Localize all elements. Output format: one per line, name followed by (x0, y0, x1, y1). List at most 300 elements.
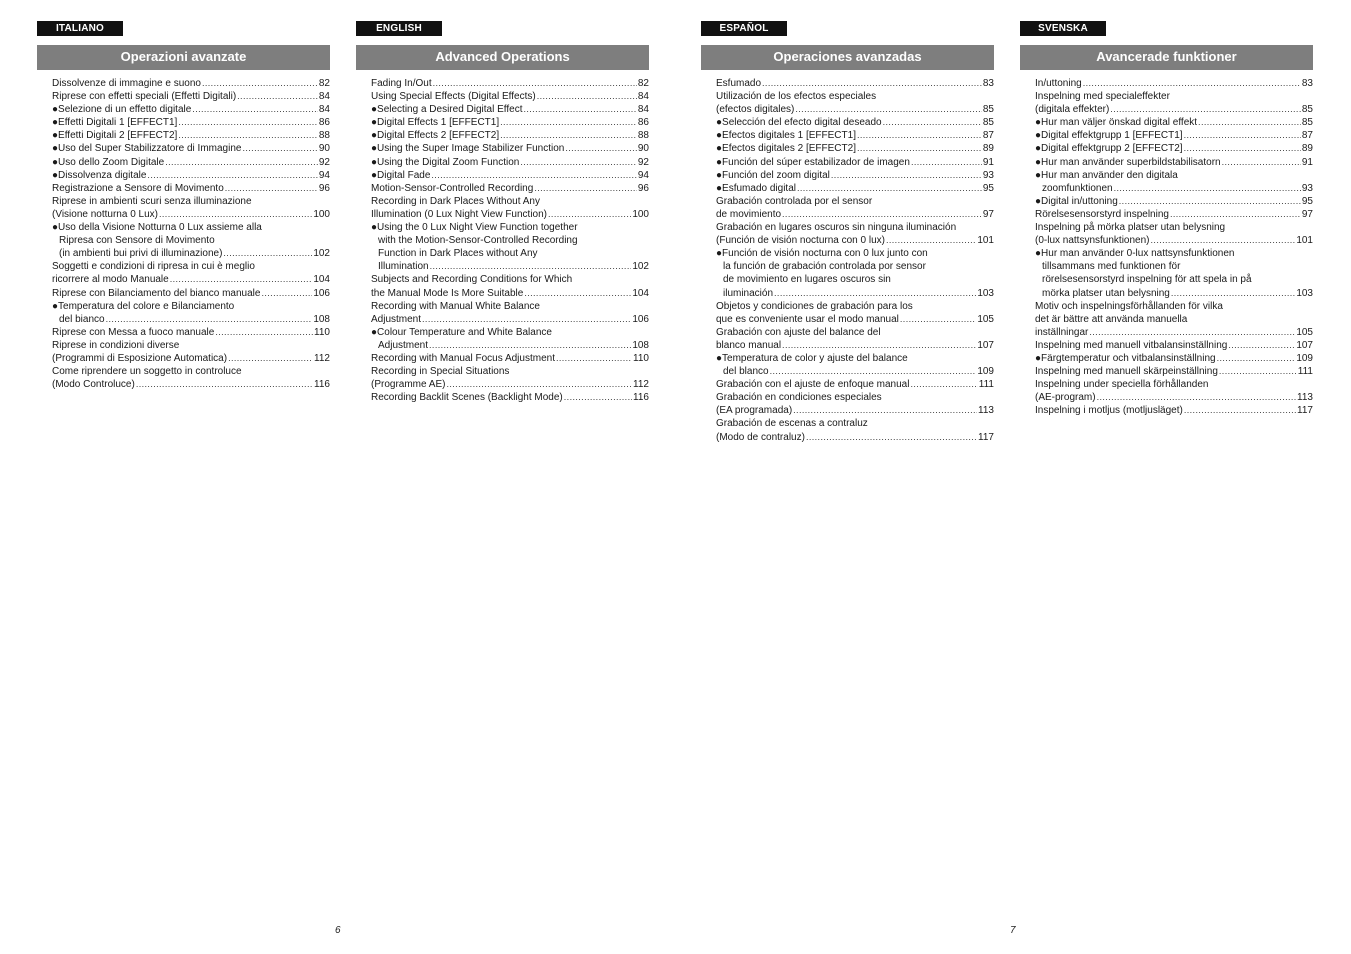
toc-entry (1035, 77, 1313, 90)
toc-entry-text: Grabación de escenas a contraluz (716, 418, 868, 430)
toc-page-number: 108 (632, 339, 649, 351)
toc-entry (52, 182, 330, 195)
section-title: Operaciones avanzadas (701, 45, 994, 70)
toc-entry (1035, 300, 1313, 339)
toc-entry (52, 142, 330, 155)
toc-entry (52, 339, 330, 365)
toc-entry-text: blanco manual (716, 339, 782, 351)
dot-leader (261, 287, 312, 300)
toc-entry-text: Motion-Sensor-Controlled Recording (371, 182, 534, 194)
toc-entry (52, 103, 330, 116)
toc-entry-text: ●Using the Super Image Stabilizer Function (371, 143, 565, 155)
toc-entry (371, 169, 649, 182)
language-tag: ITALIANO (37, 21, 123, 36)
toc-entry-text: ●Using the Digital Zoom Function (371, 156, 520, 168)
toc-entry-text: Come riprendere un soggetto in controluce (52, 366, 242, 378)
dot-leader (1170, 208, 1301, 221)
toc-entry-text: In/uttoning (1035, 78, 1082, 89)
toc-page-number: 111 (1297, 366, 1313, 378)
toc-entry-text: Utilización de los efectos especiales (716, 91, 877, 103)
toc-entry-text: ●Digital effektgrupp 1 [EFFECT1] (1035, 130, 1183, 142)
toc-entry (716, 391, 994, 417)
toc-entry (371, 391, 649, 404)
toc-entry-text: del bianco (59, 313, 105, 325)
toc-page-number: 97 (1301, 208, 1313, 220)
toc-page-number: 90 (318, 143, 330, 155)
dot-leader (500, 116, 637, 129)
toc-page-number: 85 (1301, 104, 1313, 116)
column-espanol (701, 18, 994, 444)
toc-page-number: 113 (978, 405, 994, 417)
dot-leader (1119, 195, 1301, 208)
toc-page-number: 85 (1301, 117, 1313, 129)
toc-entry-text: Illumination (378, 261, 429, 273)
toc-page-number: 104 (313, 274, 330, 286)
dot-leader (433, 77, 637, 90)
toc-entry (1035, 352, 1313, 365)
toc-entry-text: (AE-program) (1035, 392, 1096, 404)
toc-page-number: 97 (982, 208, 994, 220)
toc-entry (52, 116, 330, 129)
toc-entry-text: Grabación en condiciones especiales (716, 392, 882, 404)
toc-page-number: 102 (313, 248, 330, 260)
page-number-right: 7 (1010, 925, 1016, 936)
toc-entry-text: ●Selección del efecto digital deseado (716, 117, 882, 129)
dot-leader (165, 156, 318, 169)
toc-entry (1035, 90, 1313, 116)
dot-leader (223, 247, 312, 260)
toc-page-number: 113 (1297, 392, 1313, 404)
toc-entry-text: ●Temperatura de color y ajuste del balance (716, 352, 908, 364)
toc-page-number: 85 (982, 104, 994, 116)
toc-entry (1035, 156, 1313, 169)
dot-leader (1184, 142, 1301, 155)
toc-entry (716, 116, 994, 129)
toc-entry (716, 77, 994, 90)
toc-entry (371, 221, 649, 273)
toc-entry-text: rörelsesensorstyrd inspelning för att spela in på (1042, 274, 1252, 286)
toc-entry-text: Riprese con Messa a fuoco manuale (52, 326, 215, 338)
toc-entry-text: ●Digital Effects 1 [EFFECT1] (371, 117, 500, 129)
dot-leader (793, 404, 977, 417)
toc-page-number: 88 (318, 130, 330, 142)
dot-leader (857, 142, 982, 155)
toc-entry-text: ●Colour Temperature and White Balance (371, 326, 552, 338)
language-tag: ESPAÑOL (701, 21, 787, 36)
toc-entry-text: Inspelning med manuell vitbalansinställning (1035, 339, 1228, 351)
toc-entry (716, 221, 994, 247)
toc-entry (371, 90, 649, 103)
toc-page-number: 111 (978, 379, 994, 391)
dot-leader (831, 169, 982, 182)
toc-entry-text: the Manual Mode Is More Suitable (371, 287, 524, 299)
toc-entry (716, 378, 994, 391)
toc-entry (716, 182, 994, 195)
toc-entry (52, 287, 330, 300)
toc-entry (52, 169, 330, 182)
dot-leader (1114, 182, 1301, 195)
toc-page-number: 109 (1296, 352, 1313, 364)
toc-entry-text: Grabación con ajuste del balance del (716, 326, 881, 338)
toc-entry (52, 326, 330, 339)
toc-entry-text: iluminación (723, 287, 774, 299)
toc-entry-text: Grabación en lugares oscuros sin ninguna iluminación (716, 222, 957, 234)
dot-leader (911, 156, 982, 169)
toc-page-number: 94 (637, 169, 649, 181)
dot-leader (1184, 129, 1301, 142)
dot-leader (806, 431, 977, 444)
toc-entry (371, 129, 649, 142)
toc-entry (371, 77, 649, 90)
dot-leader (429, 339, 631, 352)
toc-page-number: 105 (1296, 326, 1313, 338)
dot-leader (1228, 339, 1295, 352)
toc-entry (52, 90, 330, 103)
toc-page-number: 100 (313, 208, 330, 220)
toc-page-number: 84 (318, 104, 330, 116)
toc-entry (371, 365, 649, 391)
dot-leader (770, 365, 977, 378)
toc-entry-text: Esfumado (716, 78, 762, 89)
toc-entry-text: Adjustment (371, 313, 422, 325)
toc-page-number: 87 (1301, 130, 1313, 142)
toc-page-number: 117 (1297, 405, 1313, 417)
page-number-left: 6 (335, 925, 341, 936)
toc-entry-text: Inspelning med specialeffekter (1035, 91, 1170, 103)
toc-page-number: 83 (982, 78, 994, 89)
toc-entry (371, 273, 649, 299)
toc-entry-text: inställningar (1035, 326, 1089, 338)
toc-entry-text: de movimiento en lugares oscuros sin (723, 274, 891, 286)
toc-entry-text: ●Esfumado digital (716, 182, 796, 194)
toc-list (356, 77, 649, 404)
toc-entry (371, 103, 649, 116)
toc-page-number: 110 (633, 352, 649, 364)
toc-entry-text: Recording with Manual Focus Adjustment (371, 352, 555, 364)
toc-entry-text: ●Effetti Digitali 1 [EFFECT1] (52, 117, 178, 129)
dot-leader (1184, 404, 1296, 417)
toc-entry-text: Fading In/Out (371, 78, 432, 89)
toc-page-number: 93 (982, 169, 994, 181)
toc-page-number: 116 (314, 379, 330, 391)
dot-leader (1110, 103, 1301, 116)
dot-leader (797, 182, 982, 195)
toc-page-number: 112 (314, 352, 330, 364)
dot-leader (1217, 352, 1296, 365)
toc-page-number: 88 (637, 130, 649, 142)
toc-entry-text: Inspelning i motljus (motljusläget) (1035, 405, 1183, 417)
toc-entry-text: ●Digital Fade (371, 169, 431, 181)
toc-entry (716, 352, 994, 378)
dot-leader (886, 234, 976, 247)
toc-entry-text: ●Effetti Digitali 2 [EFFECT2] (52, 130, 178, 142)
toc-entry (716, 417, 994, 443)
dot-leader (910, 378, 977, 391)
dot-leader (136, 378, 313, 391)
toc-entry (52, 77, 330, 90)
section-title: Operazioni avanzate (37, 45, 330, 70)
toc-entry (716, 300, 994, 326)
toc-entry (371, 142, 649, 155)
dot-leader (147, 169, 317, 182)
toc-entry (371, 116, 649, 129)
dot-leader (564, 391, 632, 404)
dot-leader (228, 352, 313, 365)
toc-page-number: 96 (318, 182, 330, 194)
toc-entry-text: ●Digital effektgrupp 2 [EFFECT2] (1035, 143, 1183, 155)
dot-leader (883, 116, 982, 129)
toc-page-number: 84 (637, 91, 649, 103)
toc-page-number: 105 (977, 313, 994, 325)
toc-page-number: 86 (637, 117, 649, 129)
toc-entry-text: Inspelning med manuell skärpeinställning (1035, 366, 1218, 378)
dot-leader (762, 77, 982, 90)
toc-page-number: 116 (633, 392, 649, 404)
toc-entry (1035, 195, 1313, 208)
toc-entry-text: del blanco (723, 366, 769, 378)
toc-entry-text: que es conveniente usar el modo manual (716, 313, 899, 325)
toc-entry-text: Illumination (0 Lux Night View Function) (371, 208, 548, 220)
toc-entry-text: Recording Backlit Scenes (Backlight Mode) (371, 392, 563, 404)
dot-leader (1198, 116, 1301, 129)
toc-page-number: 95 (982, 182, 994, 194)
toc-entry-text: Registrazione a Sensore di Movimento (52, 182, 224, 194)
toc-entry-text: ●Selecting a Desired Digital Effect (371, 104, 523, 116)
toc-entry-text: ●Selezione di un effetto digitale (52, 104, 192, 116)
dot-leader (774, 287, 976, 300)
toc-entry-text: ●Uso dello Zoom Digitale (52, 156, 165, 168)
section-title: Advanced Operations (356, 45, 649, 70)
dot-leader (178, 116, 318, 129)
toc-entry (1035, 142, 1313, 155)
toc-entry-text: ●Uso del Super Stabilizzatore di Immagine (52, 143, 242, 155)
toc-entry-text: ●Temperatura del colore e Bilanciamento (52, 300, 235, 312)
toc-page-number: 87 (982, 130, 994, 142)
toc-entry-text: Adjustment (378, 339, 429, 351)
toc-entry-text: Soggetti e condizioni di ripresa in cui è meglio (52, 261, 255, 273)
toc-entry-text: (Modo de contraluz) (716, 431, 805, 443)
toc-page-number: 84 (318, 91, 330, 103)
toc-entry-text: Inspelning under speciella förhållanden (1035, 379, 1209, 391)
toc-entry-text: (efectos digitales) (716, 104, 795, 116)
toc-page-number: 112 (633, 379, 649, 391)
toc-entry-text: Recording in Special Situations (371, 366, 510, 378)
toc-entry-text: Inspelning på mörka platser utan belysning (1035, 222, 1226, 234)
toc-entry (716, 90, 994, 116)
toc-entry (1035, 169, 1313, 195)
toc-page-number: 109 (977, 366, 994, 378)
dot-leader (1151, 234, 1296, 247)
toc-list (1020, 77, 1313, 417)
toc-entry (716, 195, 994, 221)
dot-leader (192, 103, 318, 116)
toc-entry-text: Dissolvenze di immagine e suono (52, 78, 201, 89)
dot-leader (548, 208, 631, 221)
toc-entry-text: ●Uso della Visione Notturna 0 Lux assieme alla (52, 222, 262, 234)
toc-page-number: 107 (1296, 339, 1313, 351)
toc-page-number: 103 (977, 287, 994, 299)
toc-page-number: 104 (632, 287, 649, 299)
dot-leader (237, 90, 318, 103)
toc-entry-text: Subjects and Recording Conditions for Which (371, 274, 573, 286)
toc-entry (716, 156, 994, 169)
language-tag: SVENSKA (1020, 21, 1106, 36)
toc-entry-text: Rörelsesensorstyrd inspelning (1035, 208, 1169, 220)
toc-entry-text: ●Using the 0 Lux Night View Function together (371, 222, 578, 234)
toc-page-number: 101 (977, 235, 994, 247)
dot-leader (857, 129, 982, 142)
dot-leader (170, 273, 313, 286)
toc-entry-text: Grabación con el ajuste de enfoque manual (716, 379, 910, 391)
toc-entry-text: ●Función del súper estabilizador de imagen (716, 156, 910, 168)
toc-page-number: 94 (318, 169, 330, 181)
toc-page-number: 92 (318, 156, 330, 168)
section-title: Avancerade funktioner (1020, 45, 1313, 70)
toc-entry-text: Recording with Manual White Balance (371, 300, 540, 312)
toc-entry-text: Motiv och inspelningsförhållanden för vilka (1035, 300, 1223, 312)
toc-page-number: 101 (1296, 235, 1313, 247)
dot-leader (1097, 391, 1296, 404)
toc-entry-text: Function in Dark Places without Any (378, 248, 538, 260)
toc-entry-text: Using Special Effects (Digital Effects) (371, 91, 536, 103)
toc-entry-text: ●Efectos digitales 1 [EFFECT1] (716, 130, 856, 142)
toc-page-number: 85 (982, 117, 994, 129)
dot-leader (1171, 287, 1295, 300)
toc-entry (716, 142, 994, 155)
toc-entry-text: Recording in Dark Places Without Any (371, 195, 540, 207)
dot-leader (159, 208, 312, 221)
dot-leader (534, 182, 637, 195)
toc-entry-text: Grabación controlada por el sensor (716, 195, 873, 207)
toc-page-number: 110 (314, 326, 330, 338)
toc-entry-text: ●Hur man använder 0-lux nattsynsfunktionen (1035, 248, 1235, 260)
toc-page-number: 89 (982, 143, 994, 155)
toc-entry-text: ●Hur man använder superbildstabilisatorn (1035, 156, 1221, 168)
toc-entry-text: (Programme AE) (371, 379, 446, 391)
toc-page-number: 96 (637, 182, 649, 194)
toc-entry (52, 221, 330, 260)
toc-entry-text: zoomfunktionen (1042, 182, 1113, 194)
toc-entry (716, 247, 994, 299)
dot-leader (565, 142, 637, 155)
dot-leader (1222, 156, 1301, 169)
dot-leader (556, 352, 632, 365)
column-italiano (37, 18, 330, 391)
toc-entry-text: ricorrere al modo Manuale (52, 274, 169, 286)
dot-leader (431, 169, 636, 182)
toc-entry-text: ●Función de visión nocturna con 0 lux junto con (716, 248, 928, 260)
toc-entry (371, 156, 649, 169)
toc-page-number: 106 (632, 313, 649, 325)
toc-entry-text: with the Motion-Sensor-Controlled Recording (378, 235, 578, 247)
toc-entry-text: (digitala effekter) (1035, 104, 1110, 116)
dot-leader (242, 142, 317, 155)
dot-leader (1089, 326, 1295, 339)
toc-entry (716, 129, 994, 142)
toc-entry (716, 326, 994, 352)
toc-page-number: 117 (978, 431, 994, 443)
toc-page-number: 93 (1301, 182, 1313, 194)
toc-entry-text: (EA programada) (716, 405, 793, 417)
toc-entry-text: Riprese in condizioni diverse (52, 339, 180, 351)
toc-entry-text: ●Hur man väljer önskad digital effekt (1035, 117, 1198, 129)
toc-entry-text: ●Färgtemperatur och vitbalansinställning (1035, 352, 1216, 364)
dot-leader (446, 378, 632, 391)
toc-entry (1035, 208, 1313, 221)
toc-entry-text: mörka platser utan belysning (1042, 287, 1170, 299)
toc-entry-text: ●Digital Effects 2 [EFFECT2] (371, 130, 500, 142)
column-svenska (1020, 18, 1313, 417)
dot-leader (202, 77, 318, 90)
toc-entry (1035, 247, 1313, 299)
toc-entry-text: ●Efectos digitales 2 [EFFECT2] (716, 143, 856, 155)
toc-page-number: 95 (1301, 195, 1313, 207)
dot-leader (537, 90, 637, 103)
toc-page-number: 83 (1301, 78, 1313, 89)
toc-page-number: 102 (632, 261, 649, 273)
dot-leader (782, 208, 982, 221)
toc-entry (371, 326, 649, 352)
toc-entry-text: tillsammans med funktionen för (1042, 261, 1181, 273)
toc-entry (52, 195, 330, 221)
toc-page-number: 106 (313, 287, 330, 299)
toc-entry (1035, 221, 1313, 247)
toc-page-number: 86 (318, 117, 330, 129)
toc-list (701, 77, 994, 444)
toc-page-number: 89 (1301, 143, 1313, 155)
toc-list (37, 77, 330, 391)
dot-leader (1219, 365, 1297, 378)
dot-leader (422, 313, 631, 326)
toc-entry-text: (Programmi di Esposizione Automatica) (52, 352, 228, 364)
toc-entry (1035, 339, 1313, 352)
toc-entry (371, 182, 649, 195)
dot-leader (430, 260, 632, 273)
toc-page-number: 82 (637, 78, 649, 89)
toc-entry-text: det är bättre att använda manuella (1035, 313, 1188, 325)
toc-entry (52, 300, 330, 326)
toc-page-number: 91 (1301, 156, 1313, 168)
toc-page-number: 100 (632, 208, 649, 220)
toc-entry (716, 169, 994, 182)
toc-entry-text: (in ambienti bui privi di illuminazione) (59, 248, 223, 260)
toc-page-number: 107 (977, 339, 994, 351)
toc-entry-text: ●Digital in/uttoning (1035, 195, 1118, 207)
toc-entry-text: Riprese in ambienti scuri senza illuminazione (52, 195, 252, 207)
toc-page-number: 82 (318, 78, 330, 89)
dot-leader (523, 103, 636, 116)
dot-leader (782, 339, 976, 352)
column-english (356, 18, 649, 404)
toc-page-number: 90 (637, 143, 649, 155)
toc-entry-text: Riprese con Bilanciamento del bianco manuale (52, 287, 261, 299)
toc-page-number: 84 (637, 104, 649, 116)
toc-entry-text: ●Dissolvenza digitale (52, 169, 147, 181)
dot-leader (225, 182, 318, 195)
toc-entry-text: Objetos y condiciones de grabación para los (716, 300, 913, 312)
toc-entry-text: (0-lux nattsynsfunktionen) (1035, 235, 1150, 247)
toc-entry (371, 195, 649, 221)
dot-leader (178, 129, 318, 142)
dot-leader (1083, 77, 1301, 90)
toc-entry-text: ●Función del zoom digital (716, 169, 830, 181)
toc-entry-text: (Función de visión nocturna con 0 lux) (716, 235, 885, 247)
toc-entry (1035, 404, 1313, 417)
toc-page-number: 103 (1296, 287, 1313, 299)
toc-entry (52, 156, 330, 169)
toc-entry-text: (Visione notturna 0 Lux) (52, 208, 158, 220)
dot-leader (524, 287, 631, 300)
